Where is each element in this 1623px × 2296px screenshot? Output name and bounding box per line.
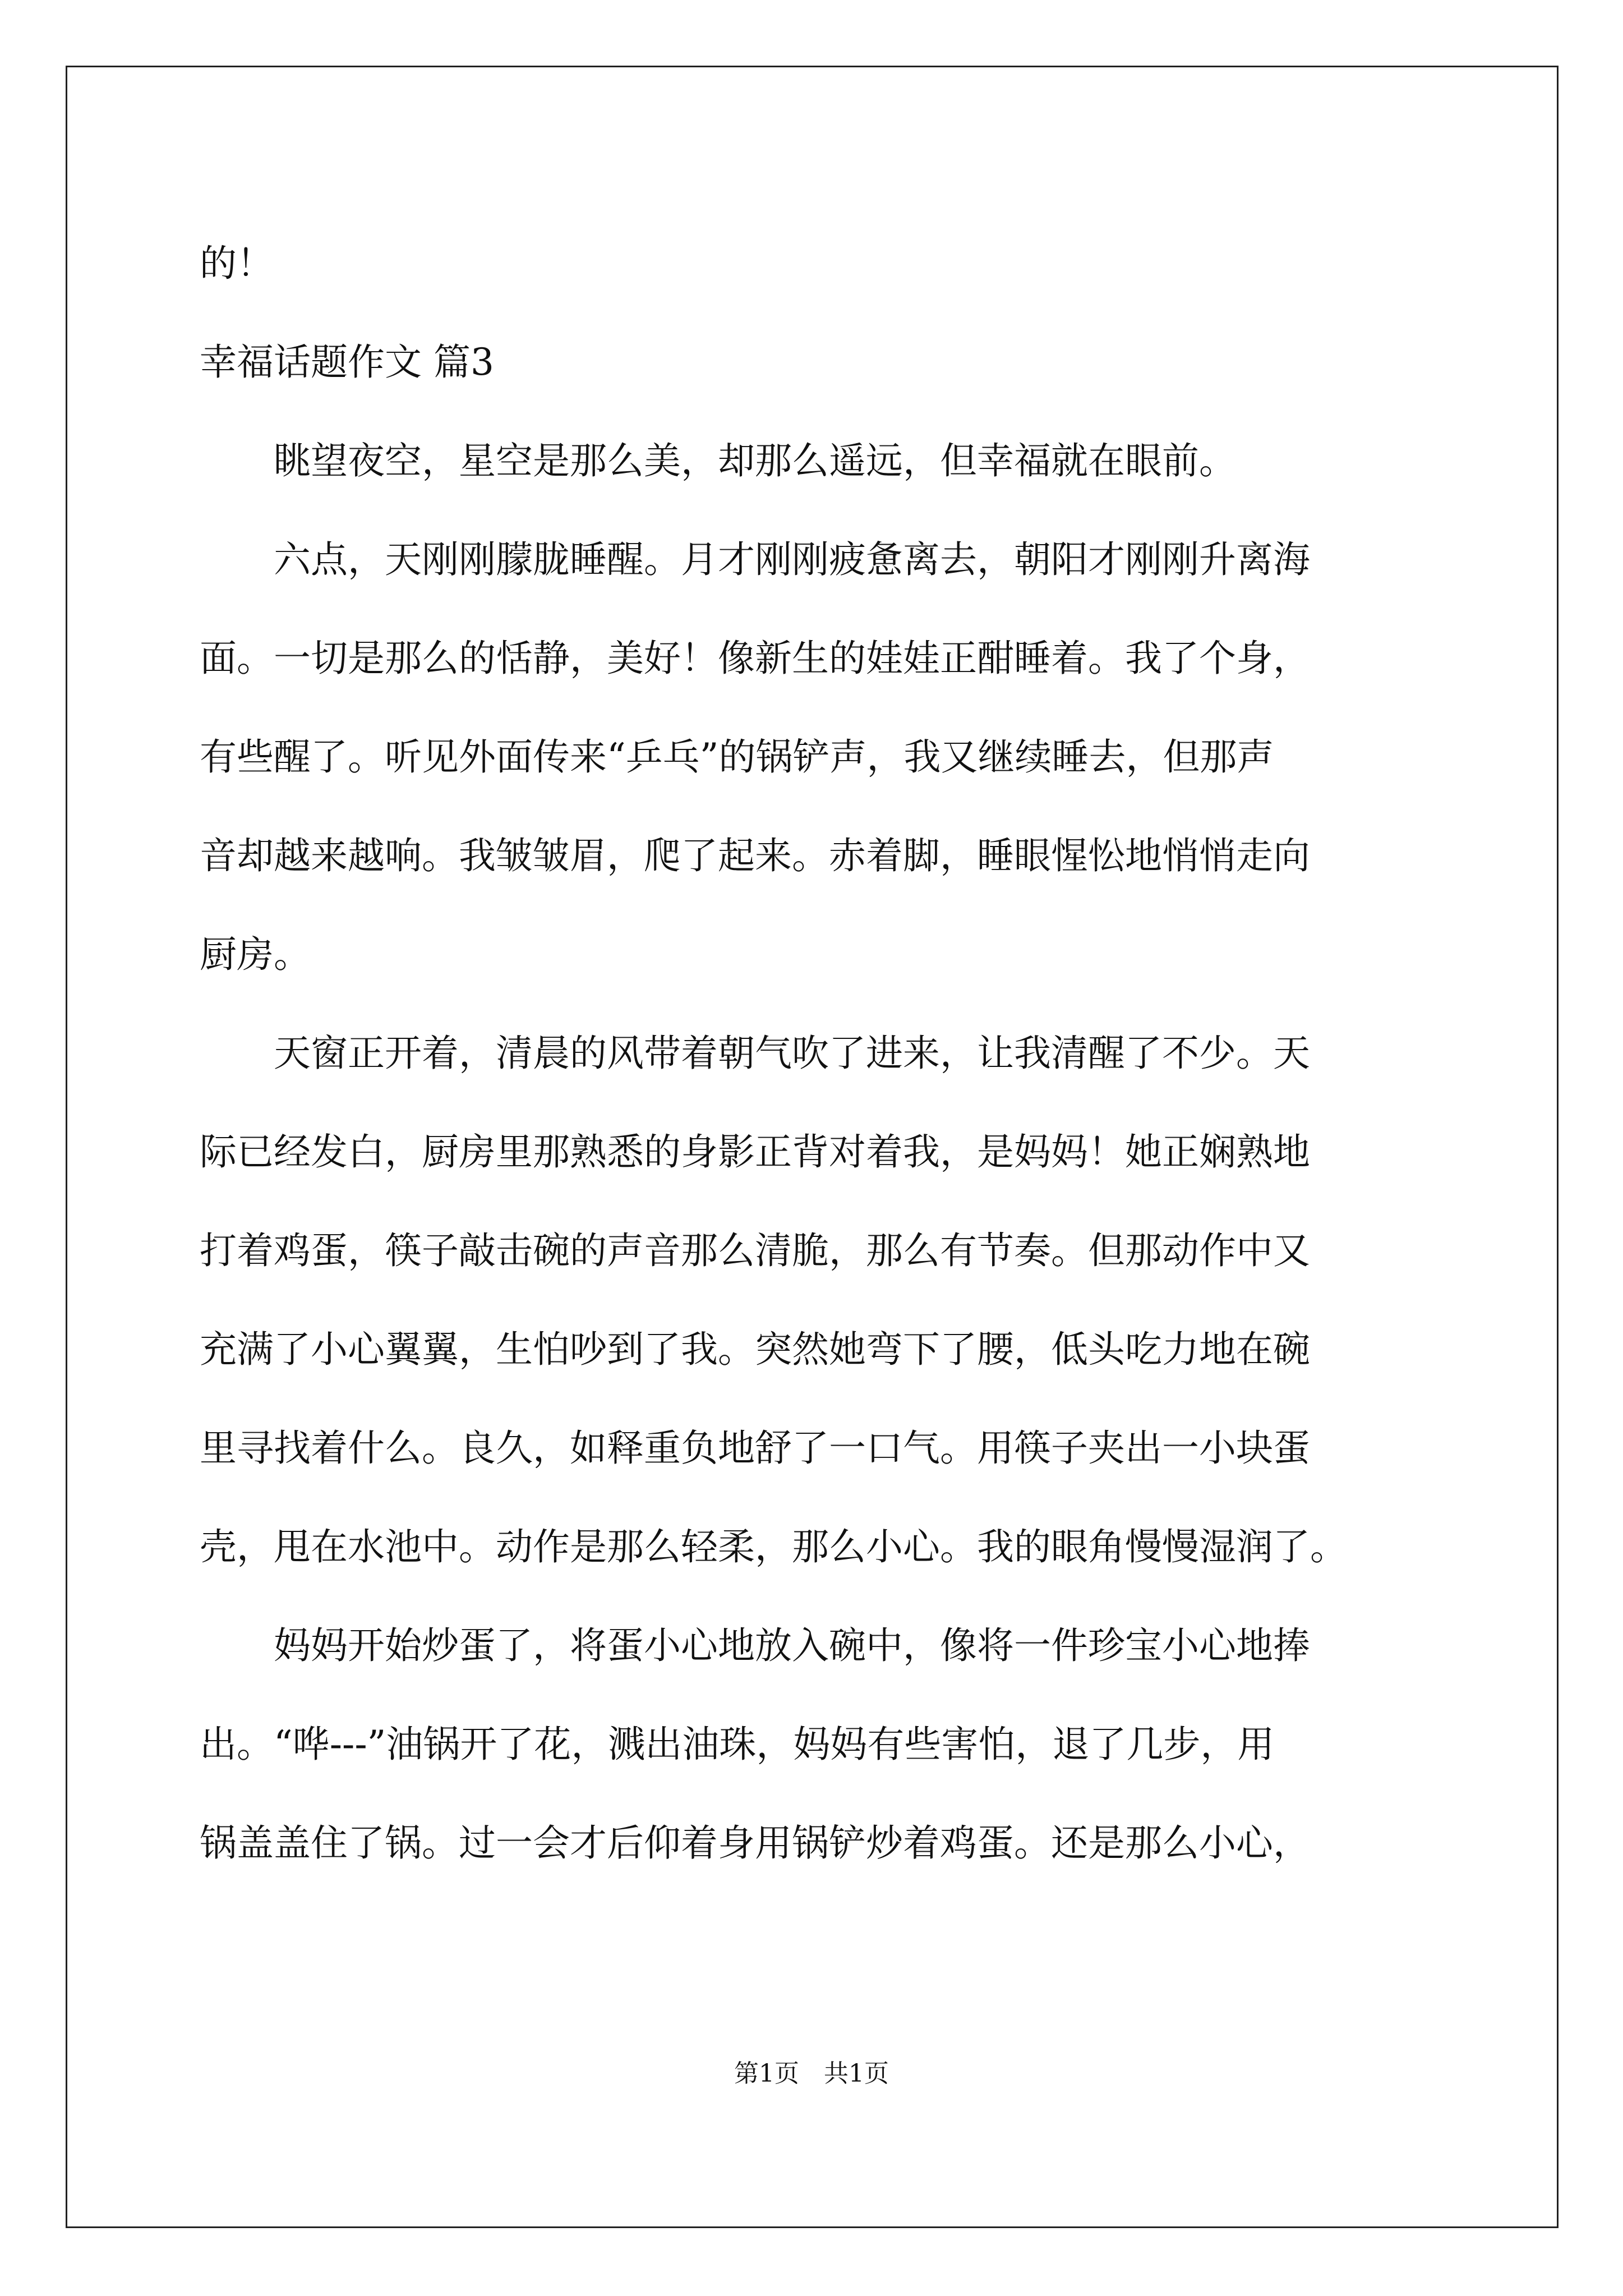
page-footer: 第1页 共1页	[734, 2059, 889, 2088]
text-line: 的！	[200, 242, 274, 285]
text-line: 有些醒了。听见外面传来“乒乓”的锅铲声，我又继续睡去，但那声	[200, 735, 1274, 779]
text-line: 壳，甩在水池中。动作是那么轻柔，那么小心。我的眼角慢慢湿润了。	[200, 1525, 1347, 1568]
text-line: 眺望夜空，星空是那么美，却那么遥远，但幸福就在眼前。	[200, 439, 1236, 482]
text-line: 际已经发白，厨房里那熟悉的身影正背对着我，是妈妈！她正娴熟地	[200, 1130, 1310, 1174]
text-line: 锅盖盖住了锅。过一会才后仰着身用锅铲炒着鸡蛋。还是那么小心，	[200, 1821, 1310, 1865]
text-line: 出。“哗---”油锅开了花，溅出油珠，妈妈有些害怕，退了几步，用	[200, 1723, 1275, 1766]
text-line: 充满了小心翼翼，生怕吵到了我。突然她弯下了腰，低头吃力地在碗	[200, 1328, 1310, 1371]
text-line: 里寻找着什么。良久，如释重负地舒了一口气。用筷子夹出一小块蛋	[200, 1427, 1310, 1470]
section-heading: 幸福话题作文 篇3	[200, 341, 494, 384]
text-line: 妈妈开始炒蛋了，将蛋小心地放入碗中，像将一件珍宝小心地捧	[200, 1624, 1310, 1667]
text-line: 六点，天刚刚朦胧睡醒。月才刚刚疲惫离去，朝阳才刚刚升离海	[200, 538, 1310, 581]
document-body	[200, 214, 1450, 1893]
text-line: 打着鸡蛋，筷子敲击碗的声音那么清脆，那么有节奏。但那动作中又	[200, 1229, 1310, 1272]
text-line: 天窗正开着，清晨的风带着朝气吹了进来，让我清醒了不少。天	[200, 1032, 1310, 1075]
text-line: 厨房。	[200, 933, 311, 976]
text-line: 音却越来越响。我皱皱眉，爬了起来。赤着脚，睡眼惺忪地悄悄走向	[200, 834, 1310, 877]
text-line: 面。一切是那么的恬静，美好！像新生的娃娃正酣睡着。我了个身，	[200, 637, 1310, 680]
